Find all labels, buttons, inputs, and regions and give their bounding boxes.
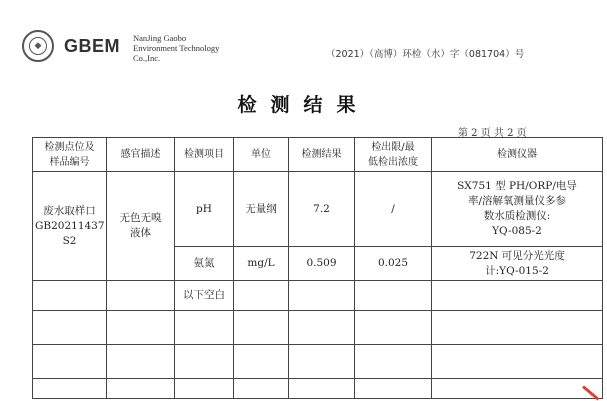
empty-cell (432, 345, 603, 379)
empty-cell (355, 281, 432, 311)
empty-cell (33, 311, 107, 345)
header-cell: 感官描述 (107, 138, 175, 172)
header-cell: 检测结果 (289, 138, 355, 172)
company-line: Co.,Inc. (133, 53, 161, 63)
header-cell: 单位 (234, 138, 289, 172)
empty-cell (175, 345, 234, 379)
page-title: 检测结果 (237, 94, 370, 116)
result-cell: 7.2 (289, 172, 355, 247)
empty-cell (432, 281, 603, 311)
page-indicator: 第 2 页 共 2 页 (458, 128, 527, 139)
logo-emblem-icon: ◆ (29, 37, 47, 55)
empty-cell (107, 281, 175, 311)
empty-cell (355, 345, 432, 379)
blank-note-cell: 以下空白 (175, 281, 234, 311)
empty-cell (107, 311, 175, 345)
empty-cell (355, 379, 432, 399)
unit-cell: mg/L (234, 247, 289, 281)
table-row (33, 281, 603, 311)
empty-cell (33, 281, 107, 311)
empty-cell (289, 281, 355, 311)
empty-cell (175, 311, 234, 345)
empty-cell (289, 345, 355, 379)
table-row (33, 172, 603, 247)
instrument-cell: SX751 型 PH/ORP/电导 率/溶解氧测量仪多参 数水质检测仪: YQ-085-2 (432, 172, 603, 247)
result-cell: 0.509 (289, 247, 355, 281)
empty-cell (432, 379, 603, 399)
limit-cell: 0.025 (355, 247, 432, 281)
empty-cell (289, 311, 355, 345)
company-line: NanJing Gaobo (133, 33, 187, 43)
brand-name: GBEM (64, 36, 120, 56)
empty-cell (107, 379, 175, 399)
empty-cell (234, 311, 289, 345)
header-cell: 检出限/最 低检出浓度 (355, 138, 432, 172)
empty-cell (33, 345, 107, 379)
limit-cell: / (355, 172, 432, 247)
sensory-cell: 无色无嗅 液体 (107, 172, 175, 281)
empty-cell (234, 345, 289, 379)
empty-cell (234, 379, 289, 399)
company-logo-seal (22, 30, 54, 62)
company-line: Environment Technology (133, 43, 220, 53)
header-cell: 检测点位及 样品编号 (33, 138, 107, 172)
unit-cell: 无量纲 (234, 172, 289, 247)
empty-cell (289, 379, 355, 399)
table-row (33, 345, 603, 379)
empty-cell (355, 311, 432, 345)
empty-cell (33, 379, 107, 399)
item-cell: pH (175, 172, 234, 247)
results-table (32, 137, 603, 399)
company-name (133, 33, 243, 63)
empty-cell (432, 311, 603, 345)
empty-cell (107, 345, 175, 379)
empty-cell (175, 379, 234, 399)
instrument-cell: 722N 可见分光光度 计:YQ-015-2 (432, 247, 603, 281)
table-row (33, 379, 603, 399)
table-row (33, 311, 603, 345)
empty-cell (234, 281, 289, 311)
table-header-row (33, 138, 603, 172)
item-cell: 氨氮 (175, 247, 234, 281)
report-number: （2021）（高博）环检（水）字（081704）号 (326, 49, 525, 60)
sample-cell: 废水取样口 GB20211437 S2 (33, 172, 107, 281)
header-cell: 检测项目 (175, 138, 234, 172)
header-cell: 检测仪器 (432, 138, 603, 172)
